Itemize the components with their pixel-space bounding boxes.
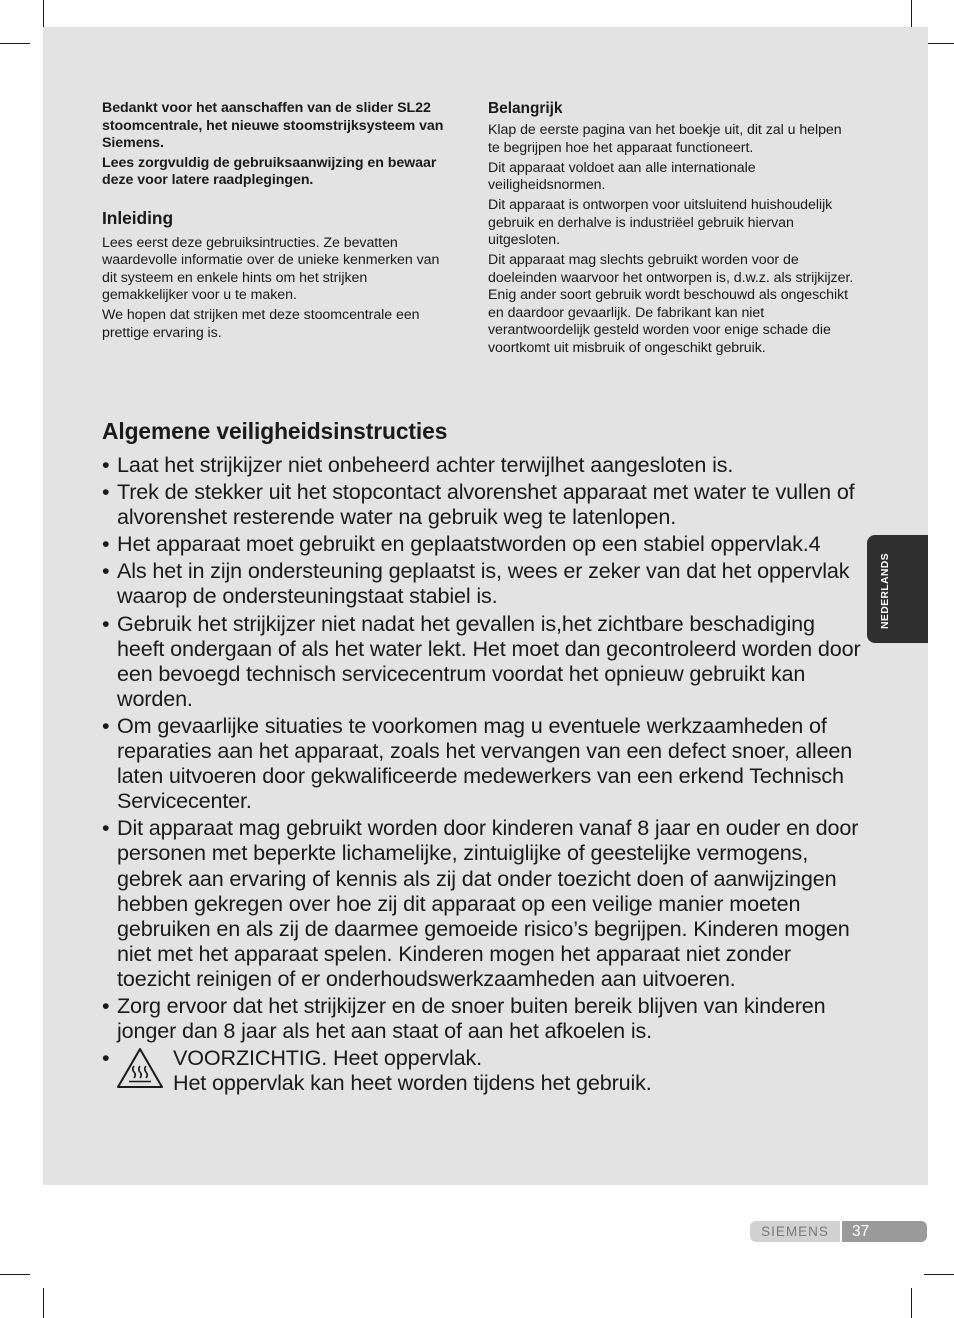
- section-heading-belangrijk: Belangrijk: [488, 100, 563, 117]
- crop-mark: [911, 0, 912, 30]
- warning-title: VOORZICHTIG. Heet oppervlak.: [173, 1045, 482, 1071]
- paragraph: We hopen dat strijken met deze stoomcentrale een prettige ervaring is.: [102, 307, 420, 341]
- bullet: •: [102, 531, 110, 557]
- safety-list: [102, 452, 862, 1095]
- warning-row: [117, 1045, 862, 1095]
- paragraph: Lees eerst deze gebruiksintructies. Ze bevatten waardevolle informatie over de unieke kenmerken van dit systeem en enkele hints om het strijken gemakkelijker voor u te maken.: [102, 234, 440, 303]
- bullet: •: [102, 479, 110, 505]
- crop-mark: [0, 1274, 30, 1275]
- crop-mark: [0, 43, 30, 44]
- paragraph: Dit apparaat mag slechts gebruikt worden voor de doeleinden waarvoor het ontworpen is, d.w.z. als strijkijzer. Enig ander soort gebruik wordt beschouwd als ongeschikt en daardoor gevaarlijk. De fabrikant kan niet verantwoordelijk gesteld worden voor enige schade die voortkomt uit misbruik of ongeschikt gebruik.: [488, 252, 854, 356]
- list-item: • Zorg ervoor dat het strijkijzer en de snoer buiten bereik blijven van kinderen jonger dan 8 jaar als het aan staat of aan het afkoelen is.: [102, 992, 826, 1044]
- bullet: •: [102, 558, 110, 584]
- paragraph: Klap de eerste pagina van het boekje uit, dit zal u helpen te begrijpen hoe het apparaat functioneert.: [488, 122, 842, 156]
- intro-paragraph: Bedankt voor het aanschaffen van de slider SL22 stoomcentrale, het nieuwe stoomstrijksysteem van Siemens.: [102, 100, 444, 151]
- warning-text: [173, 1045, 652, 1095]
- crop-mark: [43, 1288, 44, 1318]
- paragraph: Dit apparaat is ontworpen voor uitsluitend huishoudelijk gebruik en derhalve is industriëel gebruik hiervan uitgesloten.: [488, 197, 833, 248]
- crop-mark: [911, 1288, 912, 1318]
- crop-mark: [924, 43, 954, 44]
- list-item: • Om gevaarlijke situaties te voorkomen mag u eventuele werkzaamheden of reparaties aan het apparaat, zoals het vervangen van een defect snoer, alleen laten uitvoeren door gekwalificeerde medewerkers van een erkend Technisch Servicecenter.: [102, 712, 853, 814]
- hot-surface-warning-icon: [116, 1047, 164, 1089]
- bullet: •: [102, 712, 110, 738]
- warning-item: [102, 1045, 862, 1095]
- safety-heading: Algemene veiligheidsinstructies: [102, 418, 448, 444]
- bullet: •: [102, 610, 110, 636]
- list-item: • Laat het strijkijzer niet onbeheerd achter terwijlhet aangesloten is.: [102, 452, 734, 477]
- warning-detail: Het oppervlak kan heet worden tijdens het gebruik.: [173, 1070, 652, 1096]
- bullet: •: [102, 1045, 110, 1071]
- footer-brand: SIEMENS: [750, 1221, 840, 1242]
- crop-mark: [43, 0, 44, 30]
- list-item: • Als het in zijn ondersteuning geplaatst is, wees er zeker van dat het oppervlak waarop de ondersteuningstaat stabiel is.: [102, 558, 850, 609]
- bullet: •: [102, 992, 110, 1018]
- bullet: •: [102, 452, 110, 477]
- paragraph: Dit apparaat voldoet aan alle internationale veiligheidsnormen.: [488, 159, 756, 193]
- left-column: [102, 100, 454, 345]
- language-tab-label: NEDERLANDS: [879, 553, 891, 629]
- list-item: • Dit apparaat mag gebruikt worden door kinderen vanaf 8 jaar en ouder en door personen met beperkte lichamelijke, zintuiglijke of geestelijke vermogens, gebrek aan ervaring of kennis als zij dat onder toezicht doen of aanwijzingen hebben gekregen over hoe zij dit apparaat op een veilige manier moeten gebruiken en als zij de daarmee gemoeide risico’s begrijpen. Kinderen mogen niet met het apparaat spelen. Kinderen mogen het apparaat niet zonder toezicht reinigen of er onderhoudswerkzaamheden aan uitvoeren.: [102, 815, 859, 991]
- language-tab: [867, 535, 928, 643]
- right-column: [488, 99, 854, 360]
- intro-paragraph: Lees zorgvuldig de gebruiksaanwijzing en bewaar deze voor latere raadplegingen.: [102, 154, 437, 188]
- bullet: •: [102, 815, 110, 841]
- intro-block: [102, 100, 454, 190]
- list-item: • Het apparaat moet gebruikt en geplaatstworden op een stabiel oppervlak.4: [102, 531, 821, 557]
- crop-mark: [924, 1274, 954, 1275]
- list-item: • Gebruik het strijkijzer niet nadat het gevallen is,het zichtbare beschadiging heeft ondergaan of als het water lekt. Het moet dan gecontroleerd worden door een bevoegd technisch servicecentrum voordat het opnieuw gebruikt kan worden.: [102, 610, 861, 711]
- safety-section: [102, 417, 862, 1097]
- section-heading-inleiding: Inleiding: [102, 207, 174, 228]
- page-number: 37: [842, 1221, 927, 1242]
- list-item: • Trek de stekker uit het stopcontact alvorenshet apparaat met water te vullen of alvorenshet resterende water na gebruik weg te latenlopen.: [102, 479, 855, 530]
